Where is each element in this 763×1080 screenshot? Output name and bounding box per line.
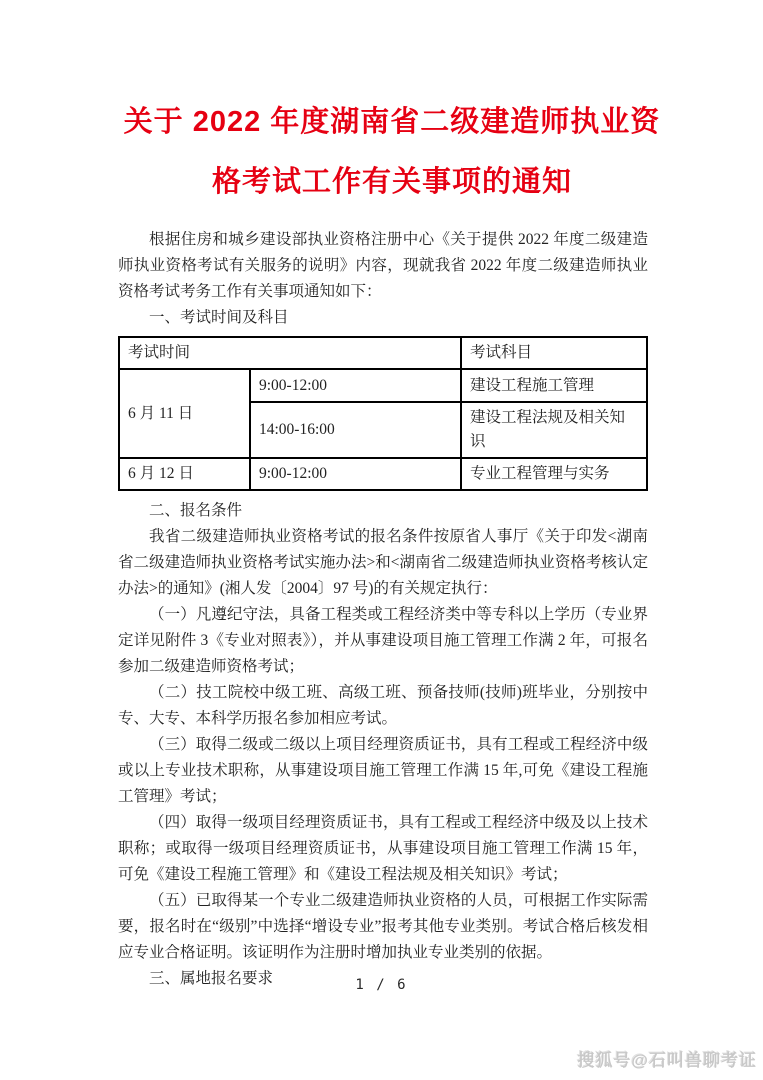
section3-heading: 三、属地报名要求 — [149, 970, 274, 987]
section2-intro: 我省二级建造师执业资格考试的报名条件按原省人事厅《关于印发<湖南省二级建造师执业资格考试实施办法>和<湖南省二级建造师执业资格考核认定办法>的通知》(湘人发〔2004〕97 号)的有关规定执行： — [118, 528, 648, 597]
page-number: 1 / 6 — [355, 977, 408, 993]
table-header-subject: 考试科目 — [461, 337, 647, 369]
subject-cell: 建设工程法规及相关知识 — [461, 402, 647, 458]
section2-heading: 二、报名条件 — [149, 502, 243, 519]
time-cell: 14:00-16:00 — [250, 402, 461, 458]
table-header-time: 考试时间 — [119, 337, 461, 369]
condition-item-2: （二）技工院校中级工班、高级工班、预备技师(技师)班毕业，分别按中专、大专、本科学历报名参加相应考试。 — [118, 684, 648, 727]
condition-item-5: （五）已取得某一个专业二级建造师执业资格的人员，可根据工作实际需要，报名时在“级别”中选择“增设专业”报考其他专业类别。考试合格后核发相应专业合格证明。该证明作为注册时增加执业专业类别的依据。 — [118, 892, 648, 961]
time-cell: 9:00-12:00 — [250, 458, 461, 490]
time-cell: 9:00-12:00 — [250, 369, 461, 402]
watermark: 搜狐号@石叫兽聊考证 — [577, 1051, 757, 1070]
table-header-row — [119, 337, 647, 369]
table-row — [119, 458, 647, 490]
date-cell: 6 月 12 日 — [119, 458, 250, 490]
exam-schedule-table — [118, 336, 648, 491]
document-body — [118, 92, 661, 992]
section1-heading: 一、考试时间及科目 — [149, 309, 289, 326]
document-title: 关于 2022 年度湖南省二级建造师执业资格考试工作有关事项的通知 — [123, 106, 661, 198]
condition-item-3: （三）取得二级或二级以上项目经理资质证书，具有工程或工程经济中级或以上专业技术职称，从事建设项目施工管理工作满 15 年,可免《建设工程施工管理》考试； — [118, 736, 648, 805]
condition-item-1: （一）凡遵纪守法，具备工程类或工程经济类中等专科以上学历（专业界定详见附件 3《专业对照表》），并从事建设项目施工管理工作满 2 年，可报名参加二级建造师资格考试； — [118, 606, 648, 675]
subject-cell: 建设工程施工管理 — [461, 369, 647, 402]
table-row — [119, 369, 647, 402]
subject-cell: 专业工程管理与实务 — [461, 458, 647, 490]
intro-paragraph: 根据住房和城乡建设部执业资格注册中心《关于提供 2022 年度二级建造师执业资格考试有关服务的说明》内容，现就我省 2022 年度二级建造师执业资格考试考务工作有关事项通知如下： — [118, 231, 648, 300]
date-cell: 6 月 11 日 — [119, 369, 250, 458]
condition-item-4: （四）取得一级项目经理资质证书，具有工程或工程经济中级及以上技术职称；或取得一级项目经理资质证书，从事建设项目施工管理工作满 15 年，可免《建设工程施工管理》和《建设工程法规及相关知识》考试； — [118, 814, 648, 883]
